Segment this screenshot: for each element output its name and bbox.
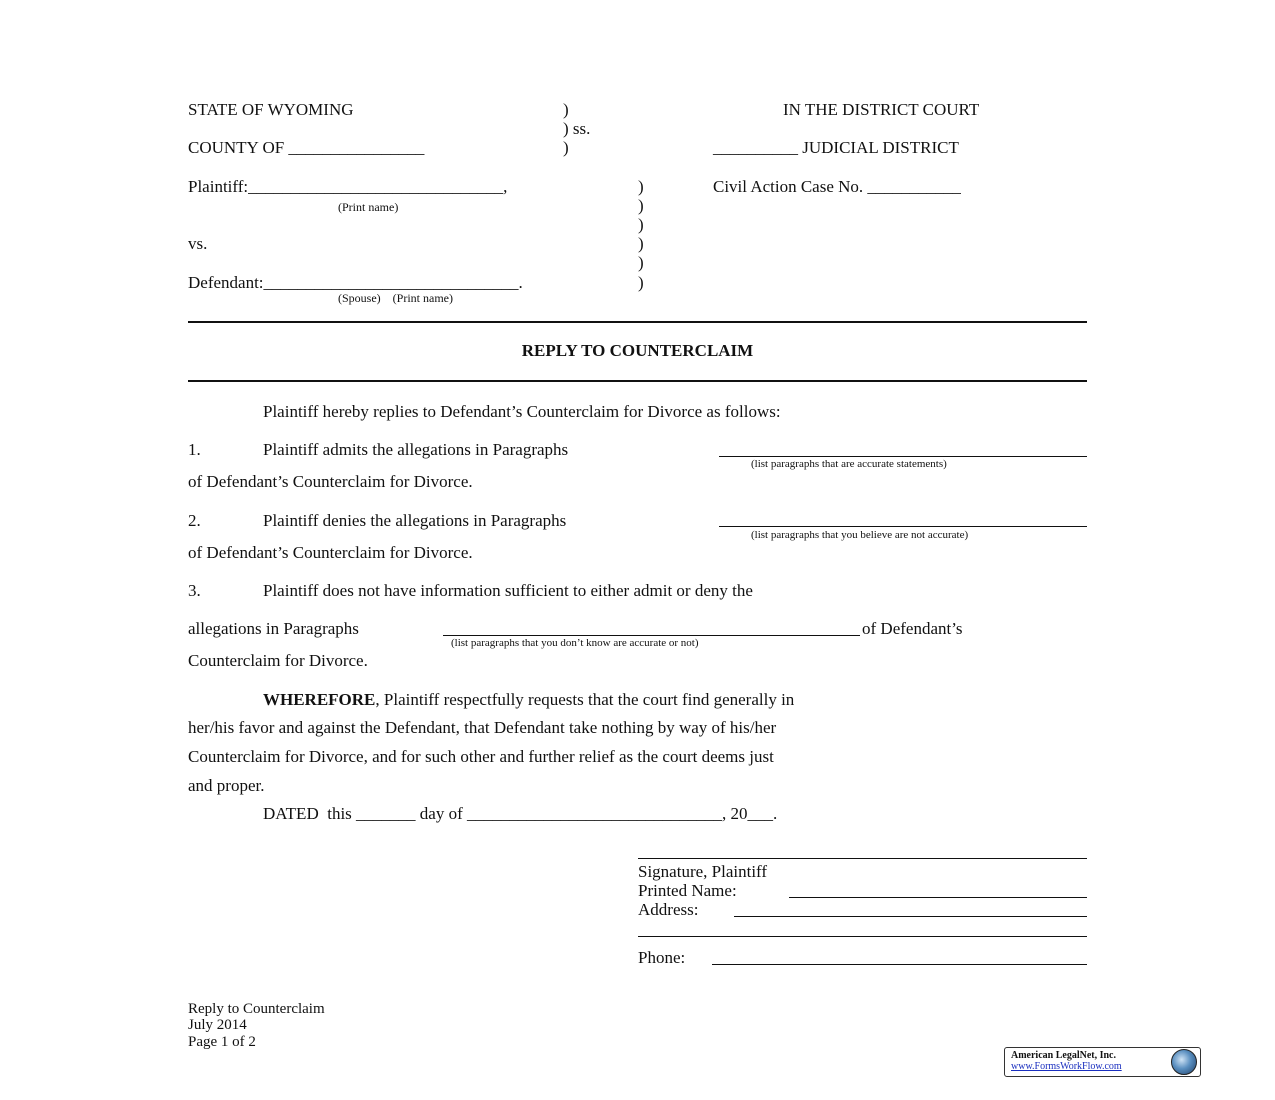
address-label: Address: <box>638 900 699 919</box>
footer-form-name: Reply to Counterclaim <box>188 1001 325 1017</box>
globe-icon <box>1171 1049 1197 1075</box>
wherefore-line-1 <box>263 690 794 709</box>
signature-label: Signature, Plaintiff <box>638 862 768 881</box>
dated-line: DATED this _______ day of ______________________________, 20___. <box>263 804 778 823</box>
item-1-blank[interactable] <box>719 456 1087 457</box>
wherefore-line-1-text: , Plaintiff respectfully requests that the court find generally in <box>375 690 795 709</box>
court-label: IN THE DISTRICT COURT <box>783 100 980 119</box>
print-name-hint: (Print name) <box>338 200 399 214</box>
signature-line[interactable] <box>638 858 1087 859</box>
caption-paren: ) <box>563 138 569 157</box>
wherefore-line-4: and proper. <box>188 776 265 795</box>
item-2-number: 2. <box>188 511 201 530</box>
item-2-continuation: of Defendant’s Counterclaim for Divorce. <box>188 543 473 562</box>
state-label: STATE OF WYOMING <box>188 100 354 119</box>
caption-paren: ) <box>563 100 569 119</box>
item-3-line2-start: allegations in Paragraphs <box>188 619 359 638</box>
item-2-hint: (list paragraphs that you believe are not accurate) <box>751 529 969 541</box>
item-3-text: Plaintiff does not have information sufficient to either admit or deny the <box>263 581 753 600</box>
item-3-continuation: Counterclaim for Divorce. <box>188 651 368 670</box>
case-paren: ) <box>638 253 644 272</box>
item-3-number: 3. <box>188 581 201 600</box>
printed-name-label: Printed Name: <box>638 881 737 900</box>
wherefore-keyword: WHEREFORE <box>263 690 376 709</box>
item-2-blank[interactable] <box>719 526 1087 527</box>
intro-paragraph: Plaintiff hereby replies to Defendant’s Counterclaim for Divorce as follows: <box>263 402 781 421</box>
plaintiff-label: Plaintiff:______________________________, <box>188 177 508 196</box>
item-3-blank[interactable] <box>443 635 860 636</box>
printed-name-blank[interactable] <box>789 897 1087 898</box>
item-1-hint: (list paragraphs that are accurate statements) <box>751 458 947 470</box>
footer-page-number: Page 1 of 2 <box>188 1034 256 1050</box>
address-blank-2[interactable] <box>638 936 1087 937</box>
case-paren: ) <box>638 196 644 215</box>
wherefore-line-2: her/his favor and against the Defendant, that Defendant take nothing by way of his/her <box>188 718 777 737</box>
footer-date: July 2014 <box>188 1017 247 1033</box>
document-title: REPLY TO COUNTERCLAIM <box>521 341 754 360</box>
judicial-district-label: __________ JUDICIAL DISTRICT <box>713 138 959 157</box>
case-paren: ) <box>638 215 644 234</box>
item-1-number: 1. <box>188 440 201 459</box>
logo-url-link[interactable]: www.FormsWorkFlow.com <box>1011 1061 1122 1072</box>
vs-label: vs. <box>188 234 208 253</box>
county-label: COUNTY OF ________________ <box>188 138 425 157</box>
address-blank[interactable] <box>734 916 1087 917</box>
wherefore-line-3: Counterclaim for Divorce, and for such other and further relief as the court deems just <box>188 747 774 766</box>
phone-blank[interactable] <box>712 964 1087 965</box>
company-logo[interactable] <box>1004 1047 1201 1077</box>
phone-label: Phone: <box>638 948 686 967</box>
item-3-hint: (list paragraphs that you don’t know are accurate or not) <box>451 637 699 649</box>
title-bottom-rule <box>188 380 1087 382</box>
case-paren: ) <box>638 273 644 292</box>
item-1-text: Plaintiff admits the allegations in Paragraphs <box>263 440 569 459</box>
spouse-print-name-hint: (Spouse) (Print name) <box>338 291 453 305</box>
item-3-line2-end: of Defendant’s <box>862 619 963 638</box>
case-paren: ) <box>638 234 644 253</box>
ss-label: ) ss. <box>563 119 591 138</box>
logo-company-name: American LegalNet, Inc. <box>1011 1050 1116 1061</box>
item-2-text: Plaintiff denies the allegations in Paragraphs <box>263 511 567 530</box>
title-top-rule <box>188 321 1087 323</box>
case-number-label: Civil Action Case No. ___________ <box>713 177 961 196</box>
defendant-label: Defendant:______________________________. <box>188 273 523 292</box>
item-1-continuation: of Defendant’s Counterclaim for Divorce. <box>188 472 473 491</box>
case-paren: ) <box>638 177 644 196</box>
